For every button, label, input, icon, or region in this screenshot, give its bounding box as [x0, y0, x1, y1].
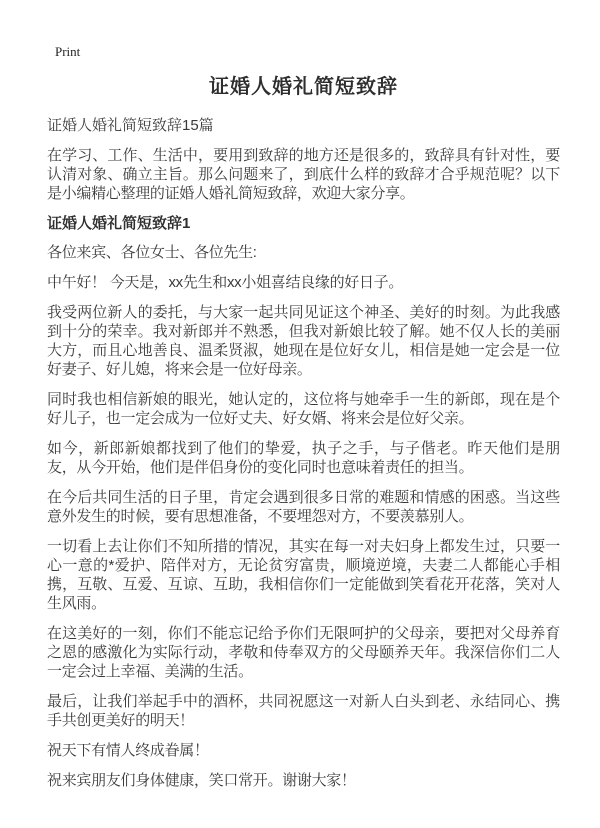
paragraph-greeting: 中午好！ 今天是，xx先生和xx小姐喜结良缘的好日子。	[47, 274, 404, 291]
print-link[interactable]: Print	[55, 44, 81, 59]
paragraph: 如今，新郎新娘都找到了他们的挚爱，执子之手，与子偕老。昨天他们是朋友，从今开始，他们是伴侣身份的变化同时也意味着责任的担当。	[47, 440, 560, 476]
paragraph-wish: 祝天下有情人终成眷属！	[47, 742, 209, 759]
paragraph: 最后，让我们举起手中的酒杯，共同祝愿这一对新人白头到老、永结同心、携手共创更美好的明天！	[47, 693, 560, 729]
paragraph: 同时我也相信新娘的眼光，她认定的，这位将与她牵手一生的新郎，现在是个好儿子，也一定会成为一位好丈夫、好女婿、将来会是位好父亲。	[47, 391, 560, 427]
paragraph: 在今后共同生活的日子里，肯定会遇到很多日常的难题和情感的困惑。当这些意外发生的时候，要有思想准备，不要埋怨对方，不要羡慕别人。	[47, 489, 560, 525]
paragraph: 在这美好的一刻，你们不能忘记给予你们无限呵护的父母亲，要把对父母养育之恩的感激化为实际行动，孝敬和侍奉双方的父母颐养天年。我深信你们二人一定会过上幸福、美满的生活。	[47, 625, 560, 680]
article-content	[47, 74, 560, 801]
intro-paragraph: 在学习、工作、生活中，要用到致辞的地方还是很多的，致辞具有针对性，要认清对象、确立主旨。那么问题来了，到底什么样的致辞才合乎规范呢？以下是小编精心整理的证婚人婚礼简短致辞，欢迎大家分享。	[47, 147, 560, 202]
paragraph-salutation: 各位来宾、各位女士、各位先生:	[47, 244, 257, 261]
article-subtitle: 证婚人婚礼简短致辞15篇	[47, 117, 214, 134]
section-heading: 证婚人婚礼简短致辞1	[47, 215, 191, 232]
paragraph: 一切看上去让你们不知所措的情况，其实在每一对夫妇身上都发生过，只要一心一意的*爱护、陪伴对方，无论贫穷富贵，顺境逆境，夫妻二人都能心手相携，互敬、互爱、互谅、互助，我相信你们一定能做到笑看花开花落，笑对人生风雨。	[47, 538, 560, 612]
paragraph-closing: 祝来宾朋友们身体健康，笑口常开。谢谢大家！	[47, 772, 356, 789]
article-title: 证婚人婚礼简短致辞	[209, 76, 398, 98]
paragraph: 我受两位新人的委托，与大家一起共同见证这个神圣、美好的时刻。为此我感到十分的荣幸。我对新郎并不熟悉，但我对新娘比较了解。她不仅人长的美丽大方，而且心地善良、温柔贤淑，她现在是位好女儿，相信是她一定会是一位好妻子、好儿媳，将来会是一位好母亲。	[47, 304, 560, 378]
